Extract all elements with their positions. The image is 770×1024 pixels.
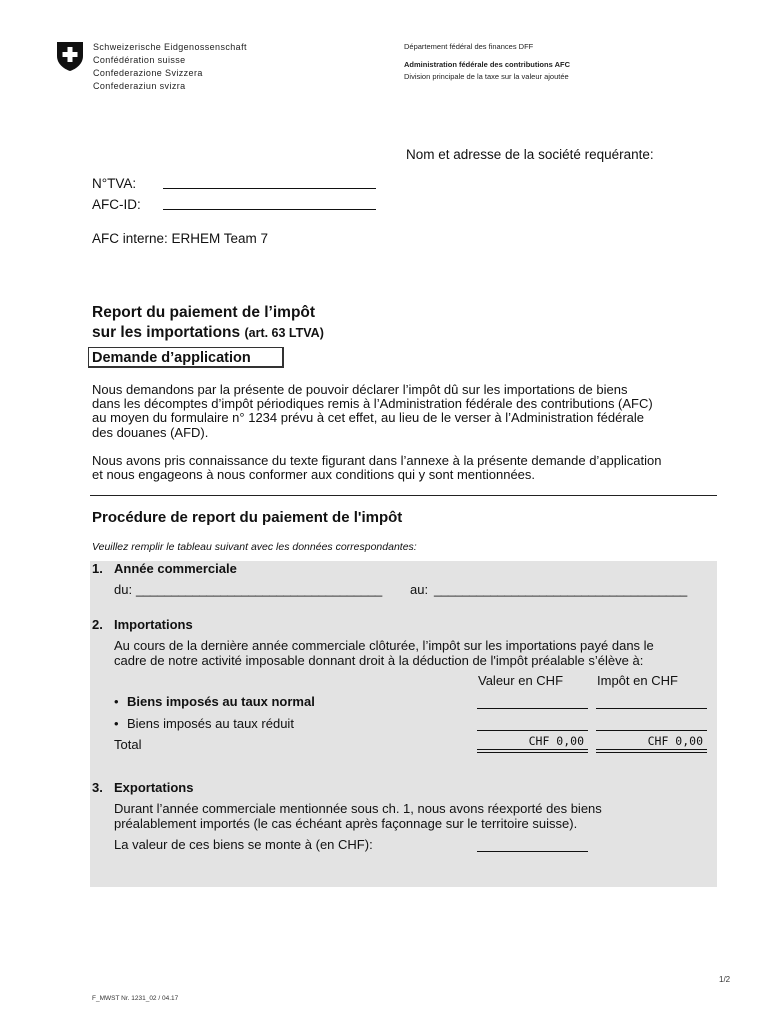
col-valeur-header: Valeur en CHF: [478, 673, 564, 688]
division-name: Division principale de la taxe sur la valeur ajoutée: [404, 72, 569, 81]
confederation-line-it: Confederazione Svizzera: [93, 68, 203, 78]
importations-text: [114, 638, 714, 668]
export-value-line[interactable]: [477, 851, 588, 852]
request-paragraph: [92, 383, 722, 440]
au-input-line[interactable]: ____________________________________: [434, 582, 688, 597]
section-2-number: 2.: [92, 617, 103, 632]
request-paragraph-line: Nous demandons par la présente de pouvoir déclarer l’impôt dû sur les importations de biens: [92, 382, 628, 397]
au-label: au:: [410, 582, 429, 597]
reduit-valeur-line[interactable]: [477, 730, 588, 731]
confederation-line-rm: Confederaziun svizra: [93, 81, 186, 91]
row-total-label: Total: [114, 737, 142, 752]
document-title: [92, 303, 324, 343]
row-normal-label: Biens imposés au taux normal: [127, 694, 315, 709]
du-input-line[interactable]: ___________________________________: [136, 582, 383, 597]
importations-text-line: cadre de notre activité imposable donnant droit à la déduction de l'impôt préalable s’élève à:: [114, 653, 644, 668]
col-impot-header: Impôt en CHF: [597, 673, 678, 688]
form-id: F_MWST Nr. 1231_02 / 04.17: [92, 995, 179, 1002]
importations-text-line: Au cours de la dernière année commerciale clôturée, l’impôt sur les importations payé dans le: [114, 638, 654, 653]
export-value-label: La valeur de ces biens se monte à (en CHF):: [114, 837, 373, 852]
procedure-note: Veuillez remplir le tableau suivant avec les données correspondantes:: [92, 541, 417, 553]
tva-input-line[interactable]: [163, 188, 376, 189]
afc-id-label: AFC-ID:: [92, 197, 141, 212]
page-number: 1/2: [719, 975, 731, 984]
section-1-title: Année commerciale: [114, 561, 237, 576]
demande-application-box: Demande d’application: [88, 347, 284, 368]
acknowledgement-paragraph: [92, 454, 722, 482]
bullet-reduit: •: [114, 716, 119, 731]
exportations-text: [114, 801, 714, 831]
procedure-title: Procédure de report du paiement de l'impôt: [92, 509, 403, 526]
normal-impot-line[interactable]: [596, 708, 707, 709]
bullet-normal: •: [114, 694, 119, 709]
department-name: Département fédéral des finances DFF: [404, 42, 534, 51]
tva-label: N°TVA:: [92, 176, 137, 191]
administration-name: Administration fédérale des contributions AFC: [404, 60, 570, 69]
normal-valeur-line[interactable]: [477, 708, 588, 709]
du-label: du:: [114, 582, 133, 597]
total-valeur-double-line: [477, 749, 588, 753]
afc-interne-text: AFC interne: ERHEM Team 7: [92, 231, 269, 246]
confederation-line-de: Schweizerische Eidgenossenschaft: [93, 42, 247, 52]
total-impot-double-line: [596, 749, 707, 753]
title-line-2-text: sur les importations: [92, 324, 241, 341]
request-paragraph-line: des douanes (AFD).: [92, 424, 209, 440]
title-line-2: [92, 323, 324, 343]
company-address-label: Nom et adresse de la société requérante:: [406, 147, 654, 162]
section-3-title: Exportations: [114, 780, 194, 795]
section-2-title: Importations: [114, 617, 193, 632]
title-article: (art. 63 LTVA): [244, 326, 324, 340]
total-valeur-value[interactable]: CHF 0,00: [528, 734, 584, 748]
confederation-line-fr: Confédération suisse: [93, 55, 186, 65]
total-impot-value[interactable]: CHF 0,00: [647, 734, 703, 748]
row-reduit-label: Biens imposés au taux réduit: [127, 716, 294, 731]
acknowledgement-line: et nous engageons à nous conformer aux conditions qui y sont mentionnées.: [92, 467, 536, 483]
request-paragraph-line: au moyen du formulaire n° 1234 prévu à cet effet, au lieu de le verser à l’Administration fédérale: [92, 410, 644, 426]
section-1-number: 1.: [92, 561, 103, 576]
exportations-text-line: Durant l’année commerciale mentionnée sous ch. 1, nous avons réexporté des biens: [114, 801, 602, 816]
acknowledgement-line: Nous avons pris connaissance du texte figurant dans l’annexe à la présente demande d’application: [92, 453, 662, 468]
section-3-number: 3.: [92, 780, 103, 795]
title-line-1: Report du paiement de l’impôt: [92, 304, 316, 321]
reduit-impot-line[interactable]: [596, 730, 707, 731]
section-divider: [90, 495, 717, 496]
exportations-text-line: préalablement importés (le cas échéant après façonnage sur le territoire suisse).: [114, 816, 578, 831]
swiss-crest-icon: [55, 40, 85, 72]
afc-id-input-line[interactable]: [163, 209, 376, 210]
request-paragraph-line: dans les décomptes d’impôt périodiques remis à l’Administration fédérale des contributions (AFC): [92, 396, 653, 412]
